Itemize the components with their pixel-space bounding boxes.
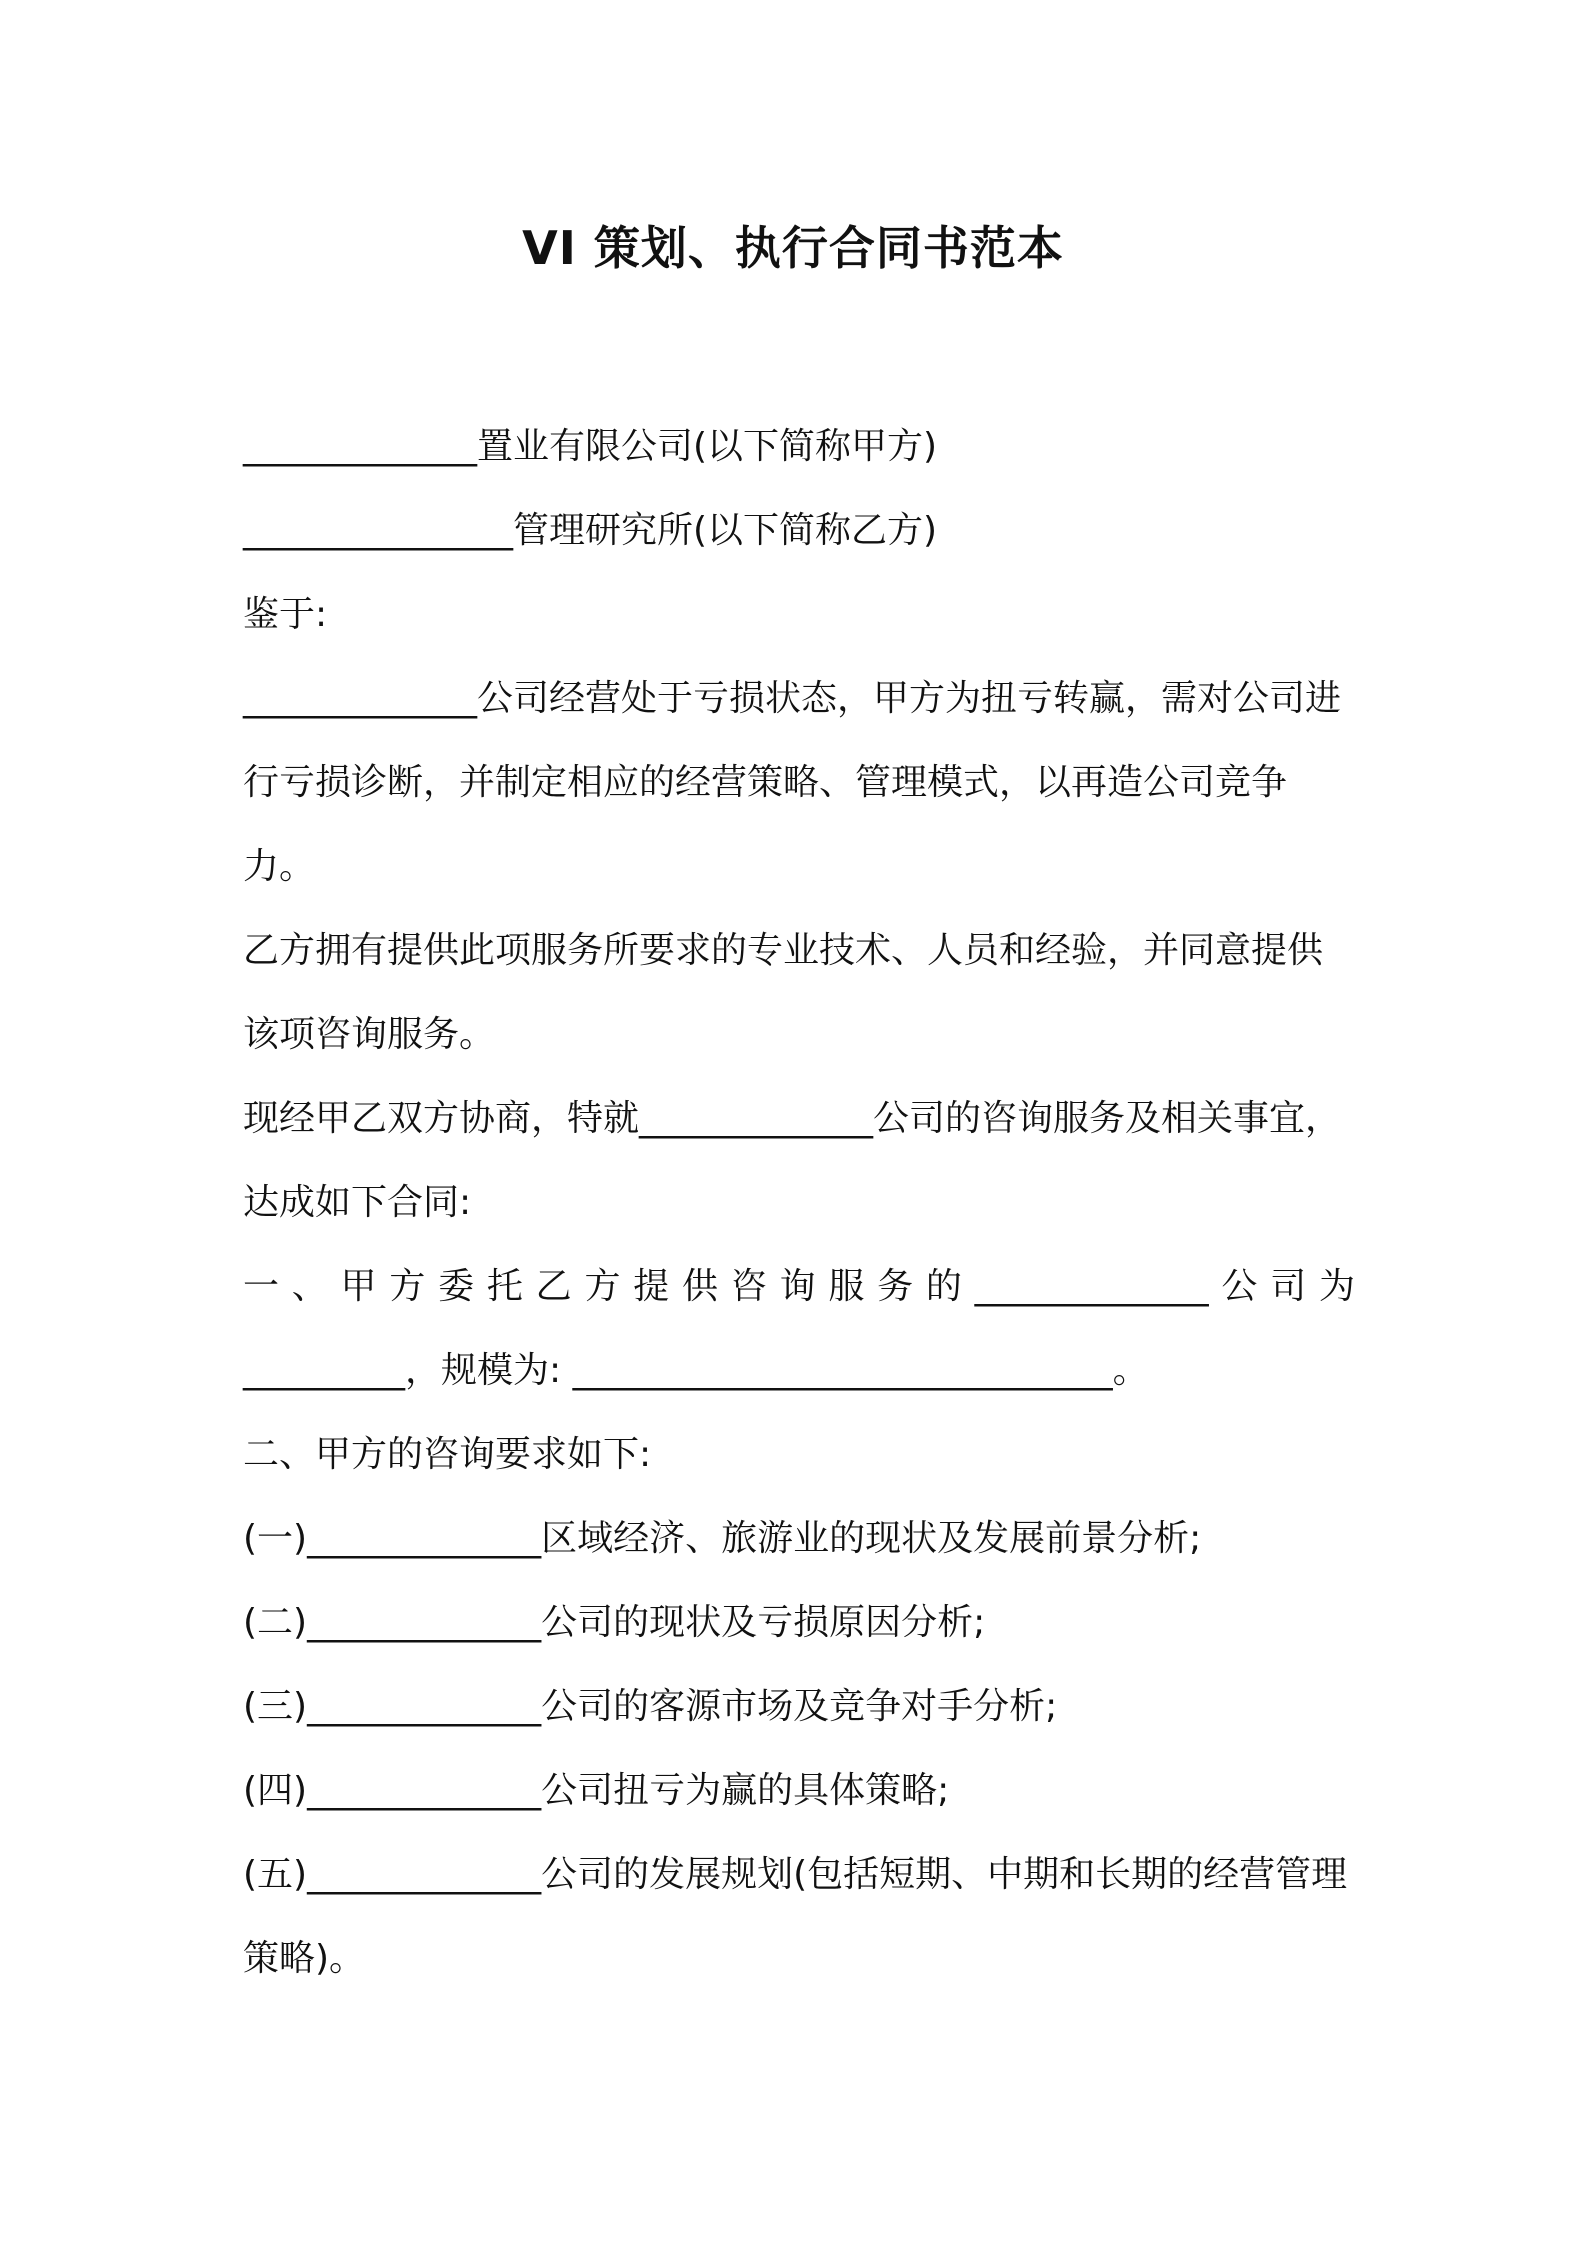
clause-2-heading: 二、甲方的咨询要求如下: <box>243 1434 652 1475</box>
document-title: VI 策划、执行合同书范本 <box>522 221 1064 275</box>
agreement-paragraph: 现经甲乙双方协商，特就_____________公司的咨询服务及相关事宜，达成如下合同: <box>243 1098 1342 1223</box>
clause-1-line-2: _________，规模为: ______________________________。 <box>243 1350 1149 1391</box>
clause-2-item-5: (五)_____________公司的发展规划(包括短期、中期和长期的经营管理策略)。 <box>243 1854 1348 1979</box>
document-body <box>243 405 1355 2001</box>
whereas-paragraph-1: _____________公司经营处于亏损状态，甲方为扭亏转赢，需对公司进行亏损诊断，并制定相应的经营策略、管理模式，以再造公司竞争力。 <box>243 678 1342 887</box>
clause-2-item-1: (一)_____________区域经济、旅游业的现状及发展前景分析; <box>243 1518 1202 1559</box>
whereas-heading: 鉴于: <box>243 594 328 635</box>
clause-2-item-2: (二)_____________公司的现状及亏损原因分析; <box>243 1602 986 1643</box>
clause-2-item-3: (三)_____________公司的客源市场及竞争对手分析; <box>243 1686 1058 1727</box>
clause-1-line-1: 一、甲方委托乙方提供咨询服务的_____________公司为 <box>243 1266 1355 1307</box>
whereas-paragraph-2: 乙方拥有提供此项服务所要求的专业技术、人员和经验，并同意提供该项咨询服务。 <box>243 930 1324 1055</box>
clause-2-item-4: (四)_____________公司扭亏为赢的具体策略; <box>243 1770 950 1811</box>
party-b-line: _______________管理研究所(以下简称乙方) <box>243 510 938 551</box>
party-a-line: _____________置业有限公司(以下简称甲方) <box>243 426 938 467</box>
